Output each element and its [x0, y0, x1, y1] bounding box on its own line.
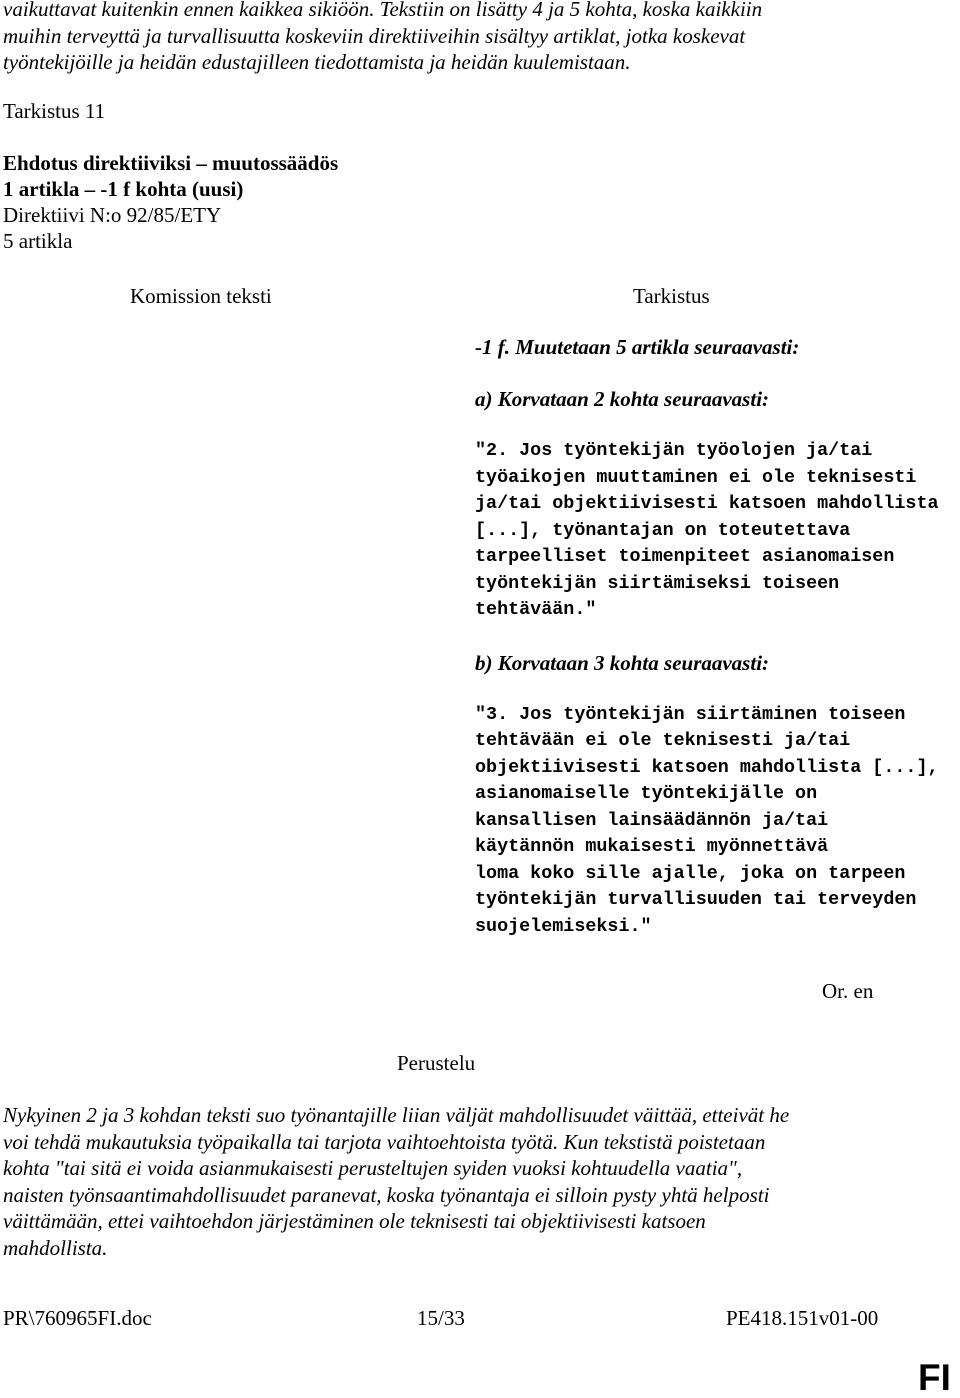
language-mark: FI — [918, 1357, 951, 1398]
justification-line: Nykyinen 2 ja 3 kohdan teksti suo työnantajille liian väljät mahdollisuudet väittää, etteivät he — [3, 1103, 790, 1127]
amendment-number: Tarkistus 11 — [3, 99, 106, 123]
paragraph-line: [...], työnantajan on toteutettava — [475, 519, 851, 541]
intro-line: muihin terveyttä ja turvallisuutta koskeviin direktiiveihin sisältyy artiklat, jotka koskevat — [3, 23, 746, 48]
footer-page-number: 15/33 — [417, 1306, 465, 1330]
paragraph-line: suojelemiseksi." — [475, 915, 652, 937]
footer-doc-ref: PR\760965FI.doc — [3, 1306, 152, 1330]
justification-line: väittämään, ettei vaihtoehdon järjestäminen ole teknisesti tai objektiivisesti katsoen — [3, 1209, 706, 1233]
amendment-intro: -1 f. Muutetaan 5 artikla seuraavasti: — [475, 335, 800, 359]
paragraph-3 — [475, 702, 945, 941]
paragraph-line: kansallisen lainsäädännön ja/tai — [475, 809, 829, 831]
intro-line: vaikuttavat kuitenkin ennen kaikkea sikiöön. Tekstiin on lisätty 4 ja 5 kohta, koska kaikkiin — [3, 0, 763, 21]
amendment-header — [3, 98, 338, 254]
original-language: Or. en — [822, 979, 874, 1003]
paragraph-line: asianomaiselle työntekijälle on — [475, 783, 818, 804]
amendment-proposal: Ehdotus direktiiviksi – muutossäädös — [3, 151, 339, 175]
intro-line: työntekijöille ja heidän edustajilleen tiedottamista ja heidän kuulemistaan. — [3, 50, 631, 74]
paragraph-line: työntekijän turvallisuuden tai terveyden — [475, 889, 917, 910]
intro-paragraph — [3, 0, 762, 76]
justification-line: voi tehdä mukautuksia työpaikalla tai tarjota vaihtoehtoista työtä. Kun tekstistä poistetaan — [3, 1129, 766, 1154]
paragraph-line: työntekijän siirtämiseksi toiseen — [475, 572, 840, 594]
left-column-header: Komission teksti — [130, 284, 272, 308]
paragraph-line: käytännön mukaisesti myönnettävä — [475, 836, 829, 857]
point-b: b) Korvataan 3 kohta seuraavasti: — [475, 650, 770, 675]
paragraph-line: "2. Jos työntekijän työolojen ja/tai — [475, 440, 873, 461]
amendment-directive-article: 5 artikla — [3, 229, 73, 253]
amendment-text-column — [475, 334, 945, 940]
paragraph-line: työaikojen muuttaminen ei ole teknisesti — [475, 466, 917, 488]
paragraph-line: ja/tai objektiivisesti katsoen mahdollista — [475, 493, 939, 514]
paragraph-line: objektiivisesti katsoen mahdollista [...], — [475, 756, 939, 778]
paragraph-line: "3. Jos työntekijän siirtäminen toiseen — [475, 703, 906, 725]
amendment-directive: Direktiivi N:o 92/85/ETY — [3, 203, 222, 227]
right-column-header: Tarkistus — [633, 284, 710, 308]
footer-pe-ref: PE418.151v01-00 — [726, 1306, 879, 1330]
justification-text — [3, 1102, 789, 1261]
justification-line: naisten työnsaantimahdollisuudet paranevat, koska työnantaja ei silloin pysty yhtä helposti — [3, 1182, 770, 1207]
paragraph-line: tarpeelliset toimenpiteet asianomaisen — [475, 546, 895, 567]
justification-line: kohta "tai sitä ei voida asianmukaisesti perusteltujen syiden vuoksi kohtuudella vaatia", — [3, 1156, 743, 1180]
paragraph-line: tehtävään ei ole teknisesti ja/tai — [475, 730, 851, 751]
amendment-article: 1 artikla – -1 f kohta (uusi) — [3, 177, 244, 201]
paragraph-line: tehtävään." — [475, 599, 597, 620]
justification-line: mahdollista. — [3, 1235, 108, 1260]
justification-title: Perustelu — [397, 1051, 476, 1075]
paragraph-line: loma koko sille ajalle, joka on tarpeen — [475, 862, 906, 884]
point-a: a) Korvataan 2 kohta seuraavasti: — [475, 387, 770, 411]
paragraph-2 — [475, 438, 945, 624]
